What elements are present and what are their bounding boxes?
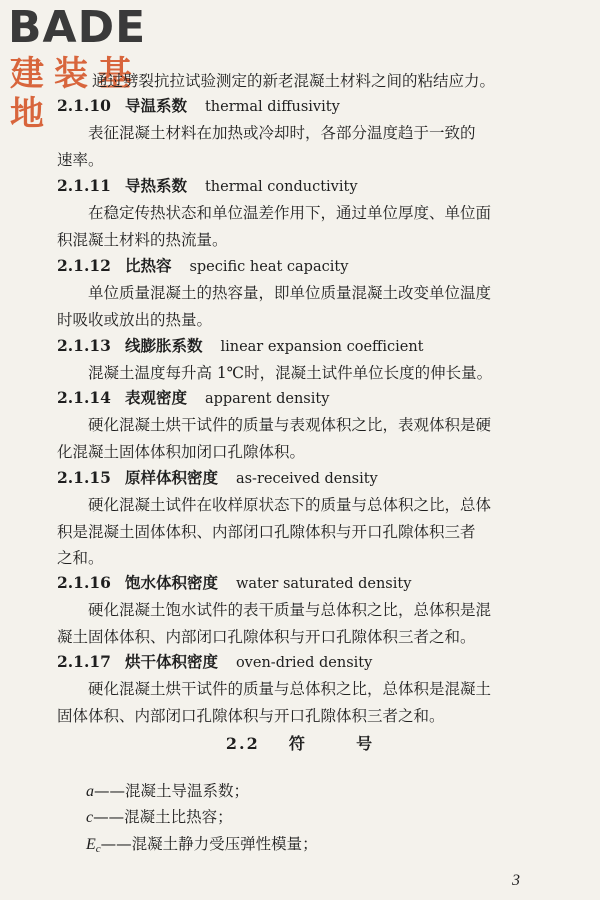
symbol: c xyxy=(86,809,94,826)
term-english: thermal diffusivity xyxy=(204,99,340,115)
term-english: specific heat capacity xyxy=(189,259,349,275)
section-title-a: 符 xyxy=(288,734,307,753)
symbol-description: ——混凝土静力受压弹性模量； xyxy=(100,835,318,853)
term-number: 2.1.12 xyxy=(57,256,111,275)
term-definition-line: 积混凝土材料的热流量。 xyxy=(57,230,228,249)
symbol-entry xyxy=(86,781,249,802)
term-definition-line: 积是混凝土固体体积、内部闭口孔隙体积与开口孔隙体积三者 xyxy=(57,522,476,541)
term-chinese: 原样体积密度 xyxy=(124,468,218,487)
term-heading xyxy=(57,573,411,594)
term-definition-line: 硬化混凝土试件在收样原状态下的质量与总体积之比，总体 xyxy=(88,496,492,514)
term-heading xyxy=(57,96,340,117)
term-definition-line: 化混凝土固体体积加闭口孔隙体积。 xyxy=(57,442,306,461)
term-english: thermal conductivity xyxy=(204,179,358,195)
term-definition-line: 速率。 xyxy=(57,150,104,169)
term-definition-line: 硬化混凝土烘干试件的质量与表观体积之比，表观体积是硬 xyxy=(88,416,492,434)
term-heading xyxy=(57,336,424,357)
term-number: 2.1.15 xyxy=(57,468,111,487)
term-chinese: 导热系数 xyxy=(124,176,187,195)
term-english: apparent density xyxy=(204,391,330,407)
term-english: as-received density xyxy=(235,471,378,487)
term-number: 2.1.10 xyxy=(57,96,111,115)
term-english: linear expansion coefficient xyxy=(220,339,424,355)
symbol: E xyxy=(86,836,96,853)
logo-wordmark: BADE xyxy=(8,2,147,53)
symbol-subscript: c xyxy=(95,843,101,855)
section-number: 2.2 xyxy=(225,734,260,753)
section-title xyxy=(0,733,600,755)
term-number: 2.1.11 xyxy=(57,176,111,195)
term-chinese: 比热容 xyxy=(124,256,172,275)
term-number: 2.1.14 xyxy=(57,388,111,407)
term-chinese: 饱水体积密度 xyxy=(124,573,218,592)
symbol-entry xyxy=(86,807,233,828)
term-definition-line: 固体体积、内部闭口孔隙体积与开口孔隙体积三者之和。 xyxy=(57,706,445,725)
term-heading xyxy=(57,388,329,409)
term-definition-line: 之和。 xyxy=(57,549,104,567)
term-definition-line: 在稳定传热状态和单位温差作用下，通过单位厚度、单位面 xyxy=(88,204,492,222)
term-definition-line: 时吸收或放出的热量。 xyxy=(57,310,213,329)
term-definition-line: 混凝土温度每升高 1℃时，混凝土试件单位长度的伸长量。 xyxy=(88,364,493,382)
symbol-entry xyxy=(86,834,318,859)
term-heading xyxy=(57,468,378,489)
symbol: a xyxy=(86,783,94,800)
term-heading xyxy=(57,652,372,673)
term-definition-line: 单位质量混凝土的热容量，即单位质量混凝土改变单位温度 xyxy=(88,284,492,302)
term-chinese: 线膨胀系数 xyxy=(124,336,203,355)
section-title-b: 号 xyxy=(356,734,375,753)
page-number: 3 xyxy=(512,872,520,889)
logo-chinese: 建装基地 xyxy=(10,54,142,134)
term-definition-line: 表征混凝土材料在加热或冷却时，各部分温度趋于一致的 xyxy=(88,124,476,142)
term-chinese: 表观密度 xyxy=(124,388,187,407)
term-definition-line: 凝土固体体积、内部闭口孔隙体积与开口孔隙体积三者之和。 xyxy=(57,627,476,646)
term-heading xyxy=(57,256,348,277)
term-english: water saturated density xyxy=(235,576,412,592)
term-heading xyxy=(57,176,358,197)
term-number: 2.1.16 xyxy=(57,573,111,592)
term-number: 2.1.13 xyxy=(57,336,111,355)
term-chinese: 导温系数 xyxy=(124,96,187,115)
term-definition-line: 硬化混凝土烘干试件的质量与总体积之比，总体积是混凝土 xyxy=(88,680,492,698)
intro-line: 通过劈裂抗拉试验测定的新老混凝土材料之间的粘结应力。 xyxy=(92,72,496,90)
term-definition-line: 硬化混凝土饱水试件的表干质量与总体积之比，总体积是混 xyxy=(88,601,492,619)
term-number: 2.1.17 xyxy=(57,652,111,671)
term-english: oven-dried density xyxy=(235,655,373,671)
symbol-description: ——混凝土比热容； xyxy=(93,808,233,826)
symbol-description: ——混凝土导温系数； xyxy=(94,782,250,800)
term-chinese: 烘干体积密度 xyxy=(124,652,218,671)
